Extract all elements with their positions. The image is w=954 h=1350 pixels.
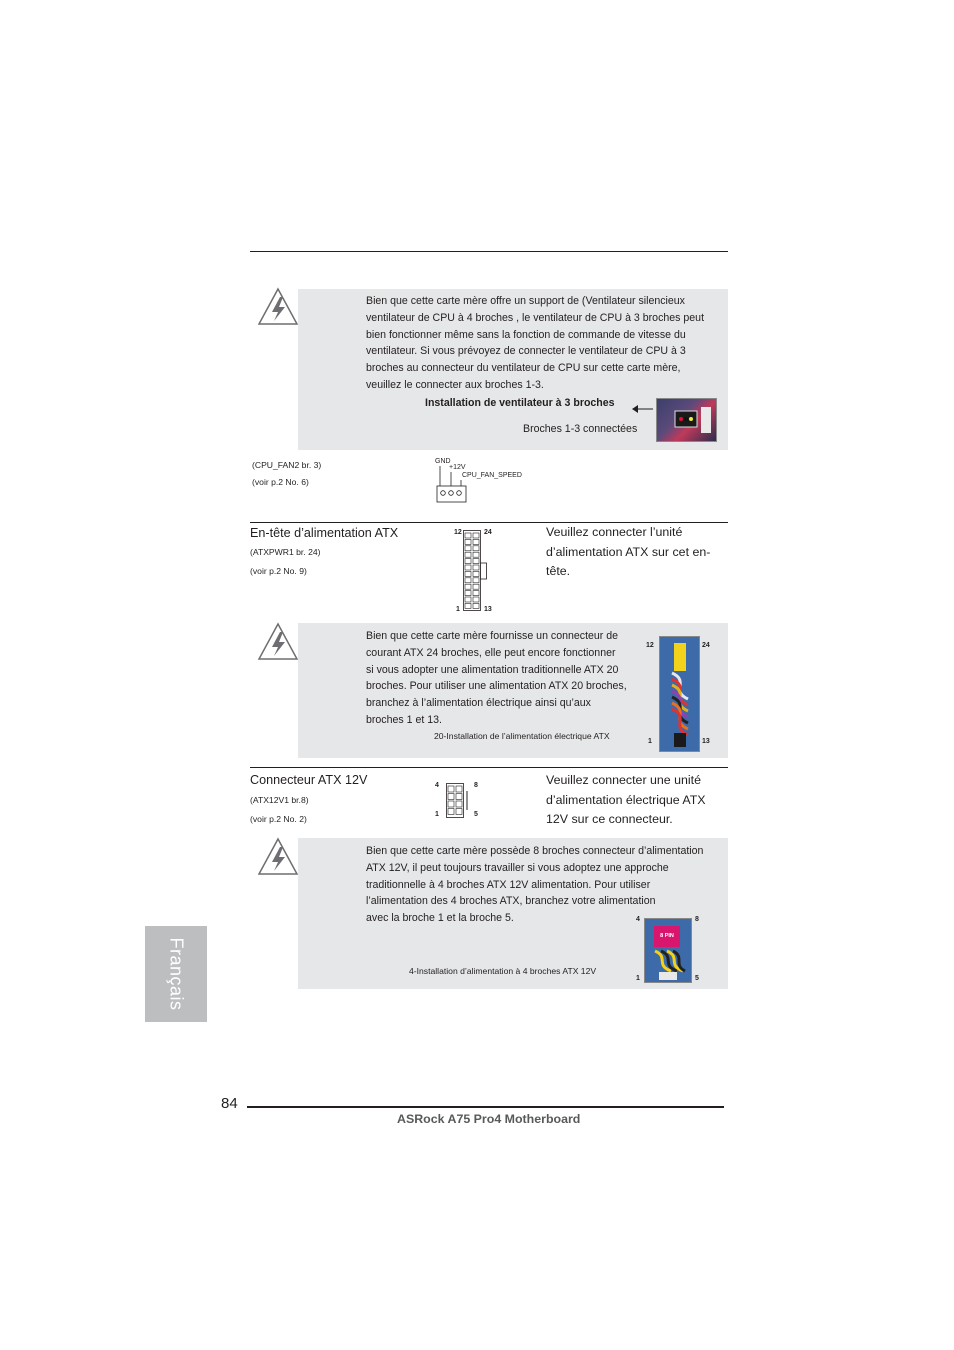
atx12v-pin-1: 1 bbox=[435, 811, 439, 818]
atx-pin-13: 13 bbox=[484, 606, 492, 613]
atx-pin-24: 24 bbox=[484, 529, 492, 536]
warning-fan-text: Bien que cette carte mère offre un support de (Ventilateur silencieux ventilateur de CPU à 4 broches , le ventilateur de CPU à 3 broches peut bien fonctionner même sans la fonction de commande de vitesse du ventilateur. Si vous prévoyez de connecter le ventilateur de CPU à 3 broches au connecteur du ventilateur de CPU sur cette carte mère, veuillez le connecter aux broches 1-3. bbox=[366, 295, 705, 391]
warning-atx20-text: Bien que cette carte mère fournisse un connecteur de courant ATX 24 broches, elle peut encore fonctionner si vous adopter une alimentation traditionnelle ATX 20 broches. Pour utiliser une alimentation ATX 20 broches, branchez à l’alimentation électrique ainsi qu’aux broches 1 et 13. bbox=[366, 630, 627, 726]
warning-atx12v-text: Bien que cette carte mère possède 8 broches connecteur d’alimentation ATX 12V, il peut toujours travailler si vous adoptez une approche traditionnelle à 4 broches ATX 12V alimentation. Pour utiliser l’alimentation des 4 broches ATX, branchez votre alimentation avec la broche 1 et la broche 5. bbox=[366, 845, 704, 925]
atx-pin-1: 1 bbox=[456, 606, 460, 613]
atx12v-ref: (ATX12V1 br.8) bbox=[250, 795, 309, 805]
fan-pins-label: Broches 1-3 connectées bbox=[523, 423, 638, 435]
atx12v-pin-5: 5 bbox=[474, 811, 478, 818]
atx20-photo bbox=[659, 636, 700, 752]
pin-speed-label: CPU_FAN_SPEED bbox=[462, 472, 522, 479]
atx12v-desc: Veuillez connecter une unité d’alimentation électrique ATX 12V sur ce connecteur. bbox=[546, 773, 706, 826]
atx12v-photo-pin-5: 5 bbox=[695, 975, 699, 982]
footer-product: ASRock A75 Pro4 Motherboard bbox=[397, 1112, 581, 1126]
warning-icon bbox=[257, 287, 299, 327]
pin-gnd-label: GND bbox=[435, 458, 451, 465]
top-rule bbox=[250, 251, 728, 252]
atx12v-caption: 4-Installation d’alimentation à 4 broches ATX 12V bbox=[409, 966, 597, 976]
pin-12v-label: +12V bbox=[449, 464, 466, 471]
atx20-pin-24: 24 bbox=[702, 642, 710, 649]
atx12v-photo-pin-1: 1 bbox=[636, 975, 640, 982]
atx12v-see: (voir p.2 No. 2) bbox=[250, 814, 307, 824]
atx20-pin-12: 12 bbox=[646, 642, 654, 649]
atx12v-8pin-diagram bbox=[446, 783, 472, 824]
fan-header-photo bbox=[656, 398, 717, 442]
cpu-fan2-diagram bbox=[436, 466, 468, 511]
8pin-label: 8 PIN bbox=[654, 926, 680, 947]
atx12v-pin-4: 4 bbox=[435, 782, 439, 789]
atx-header-see: (voir p.2 No. 9) bbox=[250, 566, 307, 576]
atx-24pin-diagram bbox=[463, 530, 489, 617]
atx12v-title: Connecteur ATX 12V bbox=[250, 773, 368, 787]
language-tab bbox=[145, 926, 207, 1022]
atx12v-photo bbox=[644, 918, 692, 983]
atx-header-title: En-tête d’alimentation ATX bbox=[250, 526, 399, 540]
atx-pin-12: 12 bbox=[454, 529, 462, 536]
section-rule-atx12v bbox=[250, 767, 728, 768]
atx-header-ref: (ATXPWR1 br. 24) bbox=[250, 547, 321, 557]
page-number: 84 bbox=[221, 1095, 238, 1112]
atx12v-photo-pin-8: 8 bbox=[695, 916, 699, 923]
fan-install-label: Installation de ventilateur à 3 broches bbox=[425, 397, 615, 409]
cpu-fan2-ref: (CPU_FAN2 br. 3) bbox=[252, 460, 322, 470]
atx20-pin-13: 13 bbox=[702, 738, 710, 745]
atx20-caption: 20-Installation de l’alimentation électrique ATX bbox=[434, 731, 610, 741]
warning-icon bbox=[257, 837, 299, 877]
arrow-left-icon bbox=[632, 401, 654, 419]
atx12v-photo-pin-4: 4 bbox=[636, 916, 640, 923]
footer-rule bbox=[247, 1106, 724, 1108]
cpu-fan2-see: (voir p.2 No. 6) bbox=[252, 477, 309, 487]
language-tab-label: Français bbox=[166, 937, 187, 1011]
atx12v-pin-8: 8 bbox=[474, 782, 478, 789]
warning-icon bbox=[257, 622, 299, 662]
atx-header-desc: Veuillez connecter l’unité d’alimentation ATX sur cet en- tête. bbox=[546, 525, 711, 578]
atx20-pin-1: 1 bbox=[648, 738, 652, 745]
